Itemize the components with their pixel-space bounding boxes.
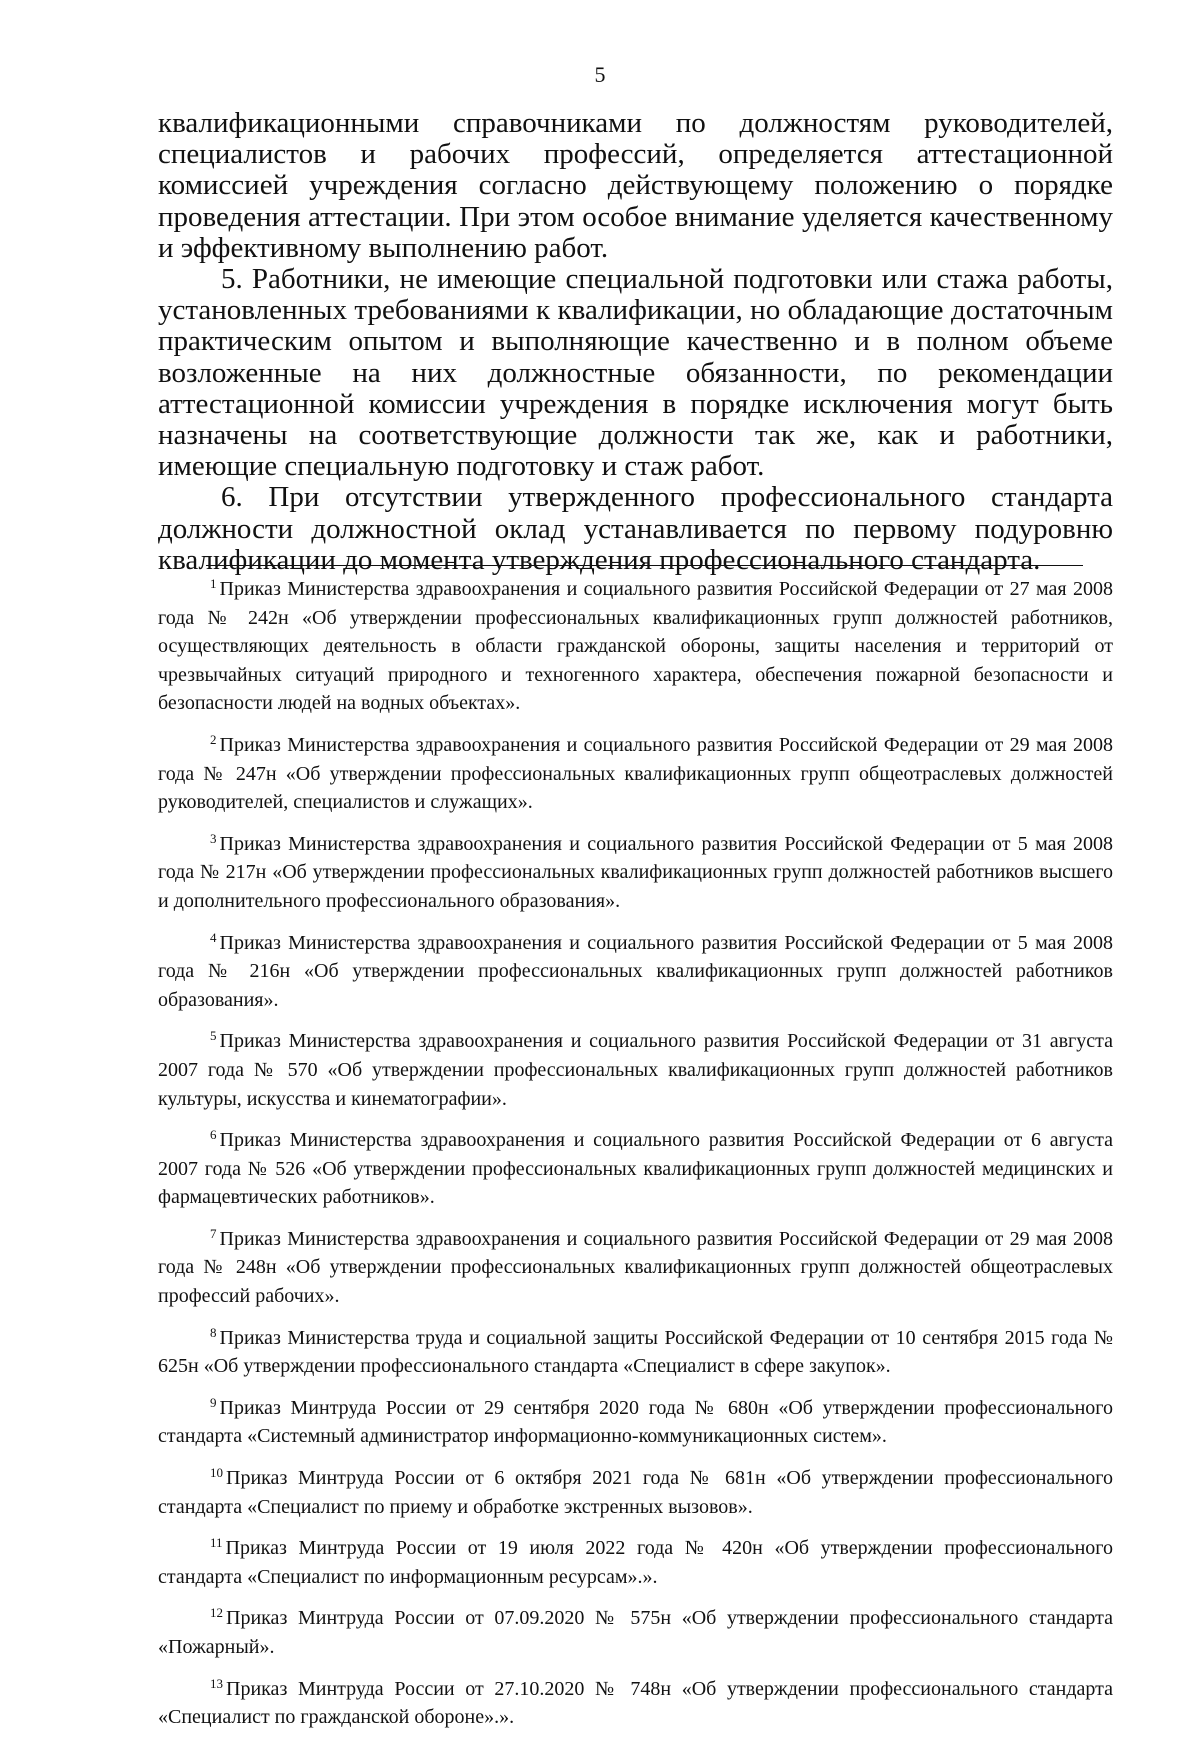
footnote-mark: 4 — [210, 929, 217, 945]
footnote-text: Приказ Минтруда России от 6 октября 2021 года № 681н «Об утверждении профессионального стандарта «Специалист по приему и обработке экстренных вызовов». — [158, 1467, 1113, 1518]
footnote-9 — [158, 1394, 1113, 1451]
footnote-mark: 5 — [210, 1028, 217, 1044]
footnote-1 — [158, 575, 1113, 718]
footnote-mark: 1 — [210, 576, 217, 591]
footnote-6 — [158, 1126, 1113, 1212]
footnote-mark: 7 — [210, 1225, 217, 1241]
footnote-text: Приказ Министерства здравоохранения и социального развития Российской Федерации от 31 августа 2007 года № 570 «Об утверждении профессиональных квалификационных групп должностей работников культуры, искусства и кинематографии». — [158, 1030, 1113, 1110]
footnote-7 — [158, 1225, 1113, 1311]
footnote-text: Приказ Минтруда России от 27.10.2020 № 748н «Об утверждении профессионального стандарта «Специалист по гражданской обороне».». — [158, 1677, 1113, 1729]
footnote-3 — [158, 830, 1113, 916]
footnote-4 — [158, 929, 1113, 1015]
footnote-mark: 10 — [210, 1465, 223, 1481]
footnote-5 — [158, 1027, 1113, 1113]
footnotes — [158, 575, 1113, 1745]
footnote-text: Приказ Минтруда России от 29 сентября 2020 года № 680н «Об утверждении профессионального стандарта «Системный администратор информационно-коммуникационных систем». — [158, 1396, 1113, 1448]
footnote-text: Приказ Министерства здравоохранения и социального развития Российской Федерации от 5 мая 2008 года № 217н «Об утверждении профессиональных квалификационных групп должностей работников высшего и дополнительного профессионального образования». — [158, 832, 1113, 912]
footnote-mark: 2 — [210, 731, 217, 747]
footnote-10 — [158, 1464, 1113, 1521]
footnote-2 — [158, 731, 1113, 817]
main-text — [158, 108, 1113, 576]
footnote-text: Приказ Министерства здравоохранения и социального развития Российской Федерации от 5 мая 2008 года № 216н «Об утверждении профессиональных квалификационных групп должностей работников образования». — [158, 931, 1113, 1011]
footnote-mark: 11 — [210, 1535, 223, 1551]
footnote-text: Приказ Министерства здравоохранения и социального развития Российской Федерации от 29 мая 2008 года № 247н «Об утверждении профессиональных квалификационных групп общеотраслевых должностей руководителей, специалистов и служащих». — [158, 733, 1113, 814]
footnote-mark: 6 — [210, 1127, 217, 1143]
footnote-8 — [158, 1324, 1113, 1381]
footnote-11 — [158, 1534, 1113, 1591]
footnote-text: Приказ Министерства здравоохранения и социального развития Российской Федерации от 27 мая 2008 года № 242н «Об утверждении профессиональных квалификационных групп должностей работников, осуществляющих деятельность в области гражданской обороны, защиты населения и территорий от чрезвычайных ситуаций природного и техногенного характера, обеспечения пожарной безопасности и безопасности людей на водных объектах». — [158, 578, 1113, 715]
paragraph-continuation: квалификационными справочниками по должностям руководителей, специалистов и рабочих профессий, определяется аттестационной комиссией учреждения согласно действующему положению о порядке проведения аттестации. При этом особое внимание уделяется качественному и эффективному выполнению работ. — [158, 107, 1113, 264]
footnote-separator — [206, 565, 1083, 566]
footnote-13 — [158, 1675, 1113, 1732]
footnote-mark: 13 — [210, 1675, 223, 1691]
footnote-text: Приказ Министерства труда и социальной защиты Российской Федерации от 10 сентября 2015 года № 625н «Об утверждении профессионального стандарта «Специалист в сфере закупок». — [158, 1326, 1113, 1378]
footnote-mark: 9 — [210, 1394, 217, 1410]
footnote-12 — [158, 1604, 1113, 1661]
footnote-mark: 3 — [210, 830, 217, 846]
footnote-text: Приказ Министерства здравоохранения и социального развития Российской Федерации от 29 мая 2008 года № 248н «Об утверждении профессиональных квалификационных групп должностей общеотраслевых профессий рабочих». — [158, 1227, 1113, 1308]
paragraph-5: 5. Работники, не имеющие специальной подготовки или стажа работы, установленных требованиями к квалификации, но обладающие достаточным практическим опытом и выполняющие качественно и в полном объеме возложенные на них должностные обязанности, по рекомендации аттестационной комиссии учреждения в порядке исключения могут быть назначены на соответствующие должности так же, как и работники, имеющие специальную подготовку и стаж работ. — [158, 263, 1113, 483]
footnote-mark: 8 — [210, 1324, 217, 1340]
footnote-text: Приказ Министерства здравоохранения и социального развития Российской Федерации от 6 августа 2007 года № 526 «Об утверждении профессиональных квалификационных групп должностей медицинских и фармацевтических работников». — [158, 1129, 1113, 1209]
footnote-text: Приказ Минтруда России от 07.09.2020 № 575н «Об утверждении профессионального стандарта «Пожарный». — [158, 1607, 1113, 1658]
footnote-text: Приказ Минтруда России от 19 июля 2022 года № 420н «Об утверждении профессионального стандарта «Специалист по информационным ресурсам».». — [158, 1537, 1113, 1588]
paragraph-6: 6. При отсутствии утвержденного профессионального стандарта должности должностной оклад устанавливается по первому подуровню квалификации до момента утверждения профессионального стандарта. — [158, 481, 1113, 576]
footnote-mark: 12 — [210, 1605, 223, 1621]
page-number: 5 — [594, 62, 606, 87]
